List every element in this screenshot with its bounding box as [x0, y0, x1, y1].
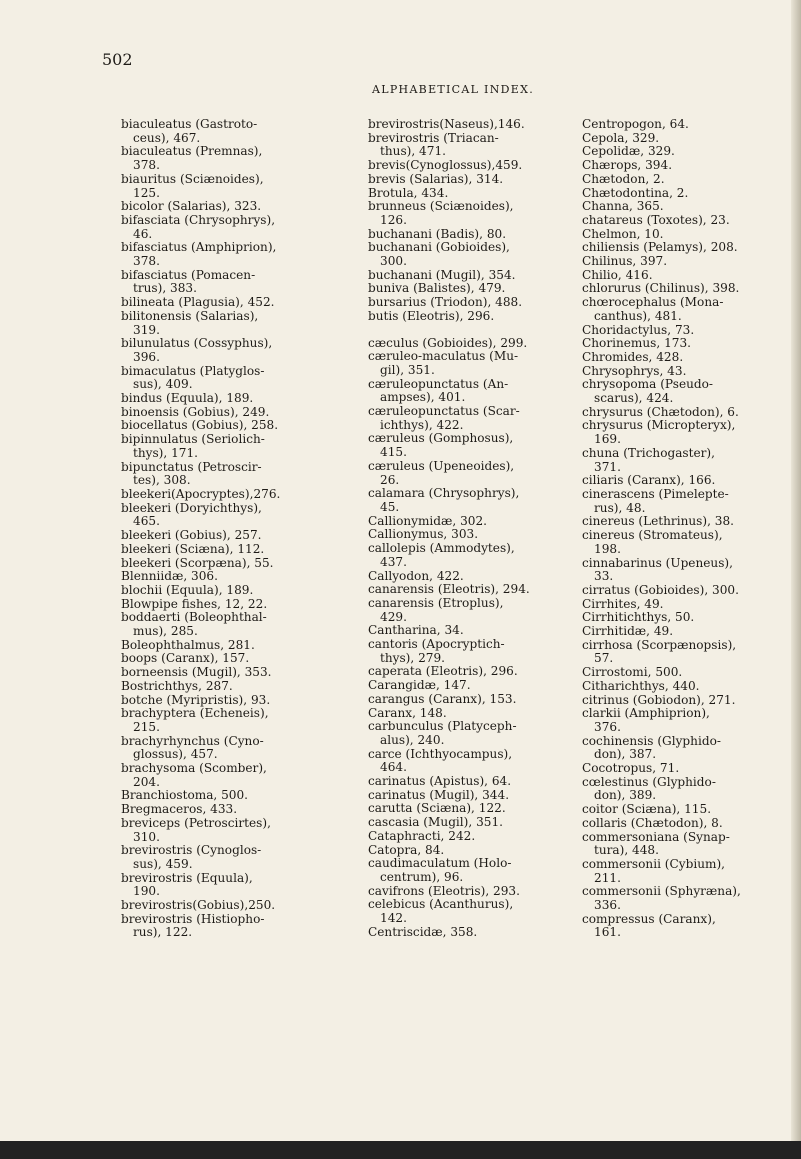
index-entry: clarkii (Amphiprion), 376. — [582, 706, 710, 734]
index-entry: bifasciatus (Amphiprion), 378. — [121, 240, 277, 269]
index-entry: Centropogon, 64. — [582, 117, 689, 131]
index-entry: Chelmon, 10. — [582, 226, 664, 241]
index-entry: borneensis (Mugil), 353. — [121, 665, 272, 680]
index-entry: Centriscidæ, 358. — [368, 924, 478, 939]
index-entry: citrinus (Gobiodon), 271. — [582, 692, 736, 707]
index-entry: bleekeri (Gobius), 257. — [121, 528, 262, 543]
index-entry: brunneus (Sciænoides), 126. — [368, 199, 514, 227]
index-entry: cantoris (Apocryptich- thys), 279. — [368, 637, 505, 665]
index-entry: chrysurus (Micropteryx), 169. — [582, 418, 736, 447]
index-entry: cinereus (Stromateus), 198. — [582, 528, 723, 556]
page-number: 502 — [102, 50, 133, 69]
index-entry: chœrocephalus (Mona- canthus), 481. — [582, 295, 724, 323]
index-entry: Chorinemus, 173. — [582, 336, 691, 351]
index-entry: Cantharina, 34. — [368, 623, 464, 638]
index-entry: biocellatus (Gobius), 258. — [121, 418, 279, 433]
scan-bottom-border — [0, 1141, 801, 1159]
index-entry: Bregmaceros, 433. — [121, 802, 238, 817]
index-entry: cæruleus (Gomphosus), 415. — [368, 431, 514, 460]
index-entry: Cirrhitidæ, 49. — [582, 624, 674, 639]
index-entry: cæculus (Gobioides), 299. — [368, 335, 528, 350]
index-entry: cæruleopunctatus (Scar- ichthys), 422. — [368, 404, 520, 432]
index-entry: butis (Eleotris), 296. — [368, 308, 495, 323]
index-entry: carutta (Sciæna), 122. — [368, 801, 506, 816]
index-entry: Chromides, 428. — [582, 349, 684, 364]
index-column-3 — [582, 118, 792, 940]
index-entry: chrysopoma (Pseudo- scarus), 424. — [582, 377, 713, 406]
index-entry: bursarius (Triodon), 488. — [368, 295, 523, 310]
index-entry: cinerascens (Pimelepte- rus), 48. — [582, 486, 729, 515]
index-entry: calamara (Chrysophrys), 45. — [368, 486, 520, 514]
index-entry: brevirostris (Histiopho- rus), 122. — [121, 911, 265, 940]
index-entry: buchanani (Gobioides), 300. — [368, 240, 510, 269]
index-entry: bilunulatus (Cossyphus), 396. — [121, 336, 273, 364]
index-entry: brevirostris (Triacan- thus), 471. — [368, 130, 499, 159]
index-entry: Cocotropus, 71. — [582, 761, 680, 776]
index-entry: cæruleo-maculatus (Mu- gil), 351. — [368, 349, 519, 377]
index-entry: Carangidæ, 147. — [368, 678, 471, 693]
index-entry: boops (Caranx), 157. — [121, 651, 250, 666]
page-edge-shadow — [791, 0, 801, 1159]
index-entry: buchanani (Mugil), 354. — [368, 267, 516, 282]
index-entry: chlorurus (Chilinus), 398. — [582, 281, 740, 296]
index-entry: commersonii (Sphyræna), 336. — [582, 884, 741, 913]
index-entry: coitor (Sciæna), 115. — [582, 802, 712, 817]
index-entry: brachyptera (Echeneis), 215. — [121, 706, 269, 734]
index-entry: bleekeri(Apocryptes),276. — [121, 486, 281, 501]
index-entry: bimaculatus (Platyglos- sus), 409. — [121, 363, 265, 392]
index-entry: cinnabarinus (Upeneus), 33. — [582, 555, 733, 584]
index-entry: cochinensis (Glyphido- don), 387. — [582, 733, 721, 762]
index-entry: Callionymidæ, 302. — [368, 513, 488, 528]
index-entry: chuna (Trichogaster), 371. — [582, 445, 715, 474]
index-entry: brevis (Salarias), 314. — [368, 171, 504, 186]
index-entry: cæruleus (Upeneoides), 26. — [368, 458, 515, 487]
index-entry: bleekeri (Doryichthys), 465. — [121, 500, 262, 529]
index-entry: caperata (Eleotris), 296. — [368, 664, 518, 679]
index-entry: blochii (Equula), 189. — [121, 582, 254, 597]
index-entry: brevirostris (Cynoglos- sus), 459. — [121, 843, 262, 871]
index-entry: carce (Ichthyocampus), 464. — [368, 746, 513, 775]
index-entry: chatareus (Toxotes), 23. — [582, 212, 730, 227]
index-entry: brachysoma (Scomber), 204. — [121, 761, 267, 789]
index-entry: callolepis (Ammodytes), 437. — [368, 541, 515, 569]
index-entry: breviceps (Petroscirtes), 310. — [121, 815, 271, 844]
index-entry: compressus (Caranx), 161. — [582, 911, 716, 940]
index-entry: bleekeri (Sciæna), 112. — [121, 541, 265, 556]
index-entry: celebicus (Acanthurus), 142. — [368, 897, 514, 926]
index-entry: ciliaris (Caranx), 166. — [582, 473, 716, 488]
index-entry: cæruleopunctatus (An- ampses), 401. — [368, 376, 509, 405]
index-entry: bindus (Equula), 189. — [121, 391, 254, 406]
index-column-2 — [368, 118, 578, 939]
index-entry: Cataphracti, 242. — [368, 828, 476, 843]
index-entry: Boleophthalmus, 281. — [121, 637, 255, 652]
running-head: ALPHABETICAL INDEX. — [372, 83, 534, 96]
index-entry: Citharichthys, 440. — [582, 678, 700, 693]
index-entry: carbunculus (Platyceph- alus), 240. — [368, 719, 517, 747]
index-entry: carinatus (Apistus), 64. — [368, 774, 512, 789]
index-column-1 — [121, 118, 331, 940]
index-entry: Callyodon, 422. — [368, 568, 464, 583]
index-entry: chiliensis (Pelamys), 208. — [582, 240, 738, 255]
index-entry: Catopra, 84. — [368, 842, 445, 857]
index-entry: Channa, 365. — [582, 199, 664, 214]
index-entry: buniva (Balistes), 479. — [368, 281, 506, 296]
index-entry: bipunctatus (Petroscir- tes), 308. — [121, 459, 262, 488]
index-entry: canarensis (Etroplus), 429. — [368, 595, 504, 624]
index-entry: buchanani (Badis), 80. — [368, 226, 507, 241]
index-entry: Choridactylus, 73. — [582, 322, 695, 337]
index-entry: Chætodon, 2. — [582, 171, 665, 186]
index-entry: caudimaculatum (Holo- centrum), 96. — [368, 856, 512, 884]
index-entry: brevirostris(Naseus),146. — [368, 117, 525, 131]
index-entry: binoensis (Gobius), 249. — [121, 404, 270, 419]
index-entry: Blenniidæ, 306. — [121, 569, 218, 584]
index-entry: collaris (Chætodon), 8. — [582, 815, 723, 830]
index-entry: Chrysophrys, 43. — [582, 363, 687, 378]
index-entry: bipinnulatus (Seriolich- thys), 171. — [121, 432, 265, 460]
index-entry: brevirostris (Equula), 190. — [121, 870, 253, 899]
index-entry: Cepola, 329. — [582, 130, 660, 145]
index-entry: Cepolidæ, 329. — [582, 144, 675, 159]
index-entry: brevis(Cynoglossus),459. — [368, 158, 523, 173]
index-entry: cinereus (Lethrinus), 38. — [582, 514, 734, 529]
index-entry: Caranx, 148. — [368, 705, 447, 720]
index-entry: brachyrhynchus (Cyno- glossus), 457. — [121, 733, 264, 762]
index-entry: Branchiostoma, 500. — [121, 788, 249, 803]
index-entry: chrysurus (Chætodon), 6. — [582, 404, 739, 419]
index-entry: bilitonensis (Salarias), 319. — [121, 308, 259, 337]
index-entry: bifasciatus (Pomacen- trus), 383. — [121, 267, 256, 296]
index-entry: bicolor (Salarias), 323. — [121, 199, 262, 214]
index-entry: boddaerti (Boleophthal- mus), 285. — [121, 610, 267, 639]
index-entry: cascasia (Mugil), 351. — [368, 815, 504, 830]
index-entry: cœlestinus (Glyphido- don), 389. — [582, 774, 716, 803]
index-entry: carinatus (Mugil), 344. — [368, 787, 510, 802]
index-entry: bilineata (Plagusia), 452. — [121, 295, 275, 310]
index-entry: Brotula, 434. — [368, 185, 449, 200]
index-entry: Blowpipe fishes, 12, 22. — [121, 596, 268, 611]
index-entry: carangus (Caranx), 153. — [368, 691, 517, 706]
index-entry: Cirrhites, 49. — [582, 596, 664, 611]
index-entry: brevirostris(Gobius),250. — [121, 898, 276, 913]
index-entry: Chilinus, 397. — [582, 254, 668, 269]
index-entry: Cirrhitichthys, 50. — [582, 610, 695, 625]
index-entry: cirrhosa (Scorpænopsis), 57. — [582, 637, 737, 666]
index-entry: botche (Myripristis), 93. — [121, 692, 271, 707]
index-entry: biauritus (Sciænoides), 125. — [121, 171, 264, 200]
index-entry: biaculeatus (Premnas), 378. — [121, 144, 263, 173]
index-entry: Callionymus, 303. — [368, 527, 479, 542]
index-entry: commersoniana (Synap- tura), 448. — [582, 829, 730, 858]
index-entry: biaculeatus (Gastroto- ceus), 467. — [121, 117, 258, 145]
index-entry: bifasciata (Chrysophrys), 46. — [121, 212, 276, 241]
index-entry: Bostrichthys, 287. — [121, 678, 233, 693]
index-entry: canarensis (Eleotris), 294. — [368, 582, 530, 597]
index-entry: Chætodontina, 2. — [582, 185, 689, 200]
index-entry: cavifrons (Eleotris), 293. — [368, 883, 520, 898]
index-entry: Cirrostomi, 500. — [582, 665, 683, 680]
index-entry: Chærops, 394. — [582, 158, 673, 173]
index-entry: commersonii (Cybium), 211. — [582, 856, 726, 885]
index-entry: bleekeri (Scorpæna), 55. — [121, 555, 274, 570]
index-entry: Chilio, 416. — [582, 267, 653, 282]
index-entry: cirratus (Gobioides), 300. — [582, 582, 739, 597]
